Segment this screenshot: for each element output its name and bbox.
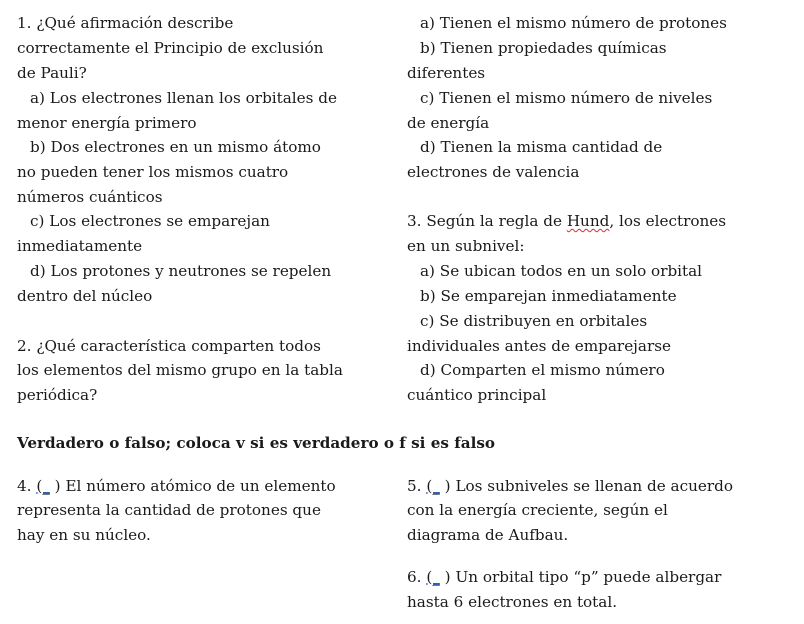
q3-line-2: en un subnivel: [407,237,525,255]
q3-option-d-2: cuántico principal [407,386,547,404]
q5-answer-blank[interactable]: (_ [426,477,440,495]
q5-number: 5. [407,477,427,495]
section-title: Verdadero o falso; coloca v si es verdadero o f si es falso [17,434,496,452]
q2-line-1: 2. ¿Qué característica comparten todos [17,337,321,355]
q4-line-3: hay en su núcleo. [17,526,151,544]
q3-option-d-1: d) Comparten el mismo número [420,361,665,379]
q1-option-a-2: menor energía primero [17,114,197,132]
q3-line-1 [407,211,726,231]
q3-option-a: a) Se ubican todos en un solo orbital [420,262,703,280]
q6-line-2: hasta 6 electrones en total. [407,593,618,611]
q6-number: 6. [407,568,427,586]
q6-line-1 [407,567,721,587]
q3-option-b: b) Se emparejan inmediatamente [420,287,677,305]
q2-option-b-2: diferentes [407,64,486,82]
q1-option-b-1: b) Dos electrones en un mismo átomo [30,138,321,156]
q3-hund-word: Hund [566,212,610,230]
q2-option-d-2: electrones de valencia [407,163,580,181]
q3-line-1-post: , los electrones [609,212,727,230]
q3-option-c-1: c) Se distribuyen en orbitales [420,312,648,330]
q2-option-b-1: b) Tienen propiedades químicas [420,39,667,57]
q4-answer-blank[interactable]: (_ [36,477,50,495]
q4-line-2: representa la cantidad de protones que [17,501,321,519]
q2-option-c-1: c) Tienen el mismo número de niveles [420,89,713,107]
q1-option-c-2: inmediatamente [17,237,143,255]
q2-line-2: los elementos del mismo grupo en la tabla [17,361,343,379]
q3-option-c-2: individuales antes de emparejarse [407,337,671,355]
q1-line-1: 1. ¿Qué afirmación describe [17,14,234,32]
q1-line-3: de Pauli? [17,64,87,82]
q5-line-1 [407,476,733,496]
q5-line-2: con la energía creciente, según el [407,501,668,519]
q2-option-a: a) Tienen el mismo número de protones [420,14,727,32]
q1-option-b-3: números cuánticos [17,188,163,206]
q5-line-3: diagrama de Aufbau. [407,526,569,544]
q1-option-b-2: no pueden tener los mismos cuatro [17,163,289,181]
q6-answer-blank[interactable]: (_ [426,568,440,586]
q1-option-d-2: dentro del núcleo [17,287,153,305]
q1-line-2: correctamente el Principio de exclusión [17,39,324,57]
q2-option-d-1: d) Tienen la misma cantidad de [420,138,663,156]
q4-line-1 [17,476,336,496]
q4-text: ) El número atómico de un elemento [49,477,336,495]
q4-number: 4. [17,477,37,495]
q5-text: ) Los subniveles se llenan de acuerdo [439,477,734,495]
q2-option-c-2: de energía [407,114,490,132]
q1-option-a-1: a) Los electrones llenan los orbitales de [30,89,337,107]
q1-option-d-1: d) Los protones y neutrones se repelen [30,262,332,280]
q2-line-3: periódica? [17,386,98,404]
q3-line-1-pre: 3. Según la regla de [407,212,567,230]
q6-text: ) Un orbital tipo “p” puede albergar [439,568,722,586]
q1-option-c-1: c) Los electrones se emparejan [30,212,270,230]
